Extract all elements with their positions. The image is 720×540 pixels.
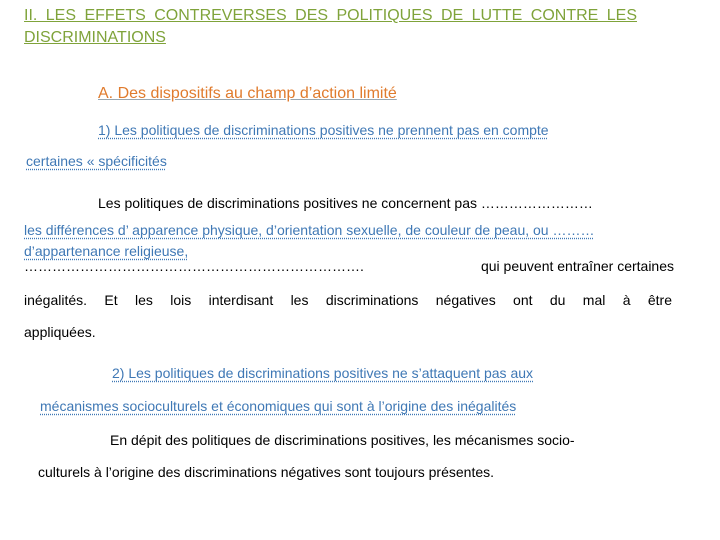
point1-text-line1: Les politiques de discriminations positives ne concernent pas ……………………: [98, 195, 593, 211]
point1-heading-line2: certaines « spécificités: [26, 153, 167, 169]
point2-heading-line1: 2) Les politiques de discriminations positives ne s’attaquent pas aux: [112, 365, 534, 381]
point1-text-line4-rest: qui peuvent entraîner certaines: [480, 258, 674, 274]
point1-text-line6: appliquées.: [24, 324, 96, 340]
section-title: II. LES EFFETS CONTREVERSES DES POLITIQUES DE LUTTE CONTRE LES DISCRIMINATIONS: [24, 7, 638, 46]
subsection-a-heading: A. Des dispositifs au champ d’action limité: [98, 85, 397, 102]
point1-text-line3: d’appartenance religieuse,: [24, 243, 189, 259]
point2-heading-line2: mécanismes socioculturels et économiques qui sont à l’origine des inégalités: [40, 398, 517, 414]
point2-text-line1: En dépit des politiques de discriminations positives, les mécanismes socio-: [110, 432, 575, 448]
point2-text-line2: culturels à l’origine des discriminations négatives sont toujours présentes.: [38, 464, 495, 480]
point1-text-line4-dots: ……………………………………………………………….: [24, 258, 364, 274]
point1-text-line2: les différences d’ apparence physique, d’orientation sexuelle, de couleur de peau, ou ………: [24, 222, 595, 238]
point1-heading-line1: 1) Les politiques de discriminations positives ne prennent pas en compte: [98, 122, 549, 138]
point1-text-line5: inégalités. Et les lois interdisant les discriminations négatives ont du mal à être: [24, 292, 672, 308]
